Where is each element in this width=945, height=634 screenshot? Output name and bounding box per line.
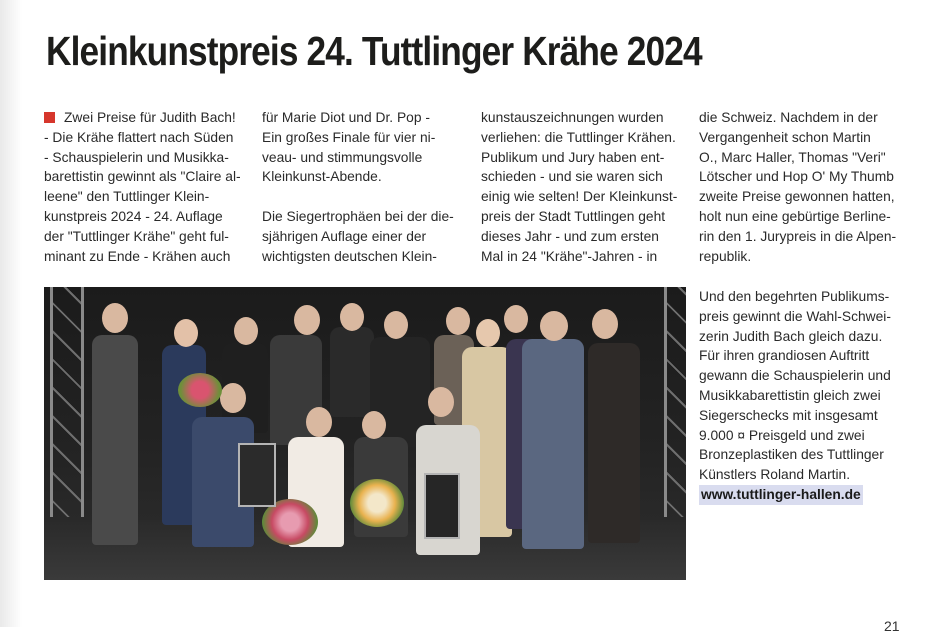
text-line: Siegerschecks mit insgesamt	[699, 407, 878, 423]
person-head	[340, 303, 364, 331]
text-column-2	[262, 108, 458, 266]
red-square-icon	[44, 112, 55, 123]
text-line: schieden - und sie waren sich	[481, 169, 663, 185]
text-line: Mal in 24 "Krähe"-Jahren - in	[481, 248, 658, 264]
text-line: kunstpreis 2024 - 24. Auflage	[44, 208, 223, 224]
group-photo	[44, 287, 686, 580]
text-line: - Schauspielerin und Musikka-	[44, 149, 229, 165]
person-head	[504, 305, 528, 333]
person-head	[306, 407, 332, 437]
person-head	[102, 303, 128, 333]
person-head	[446, 307, 470, 335]
poster	[424, 473, 460, 539]
person-figure	[588, 343, 640, 543]
page-number: 21	[884, 618, 900, 634]
flower-bouquet	[350, 479, 404, 527]
person-head	[592, 309, 618, 339]
text-line: minant zu Ende - Krähen auch	[44, 248, 231, 264]
text-line: kunstauszeichnungen wurden	[481, 110, 664, 125]
text-line: Kleinkunst-Abende.	[262, 169, 382, 185]
text-line: 9.000 ¤ Preisgeld und zwei	[699, 427, 865, 443]
page-edge-shadow	[0, 0, 22, 627]
text-line: Und den begehrten Publikums-	[699, 289, 890, 304]
person-head	[234, 317, 258, 345]
text-line: Künstlers Roland Martin.	[699, 467, 851, 483]
text-column-3	[481, 108, 677, 266]
text-line: zweite Preise gewonnen hatten,	[699, 189, 895, 205]
text-line: Publikum und Jury haben ent-	[481, 149, 665, 165]
text-line: die Schweiz. Nachdem in der	[699, 110, 878, 125]
text-line: Ein großes Finale für vier ni-	[262, 129, 436, 145]
text-line: der "Tuttlinger Krähe" geht ful-	[44, 228, 229, 244]
text-line: barettistin gewinnt als "Claire al-	[44, 169, 241, 185]
text-line: einig wie selten! Der Kleinkunst-	[481, 189, 678, 205]
person-head	[362, 411, 386, 439]
text-line: für Marie Diot und Dr. Pop -	[262, 110, 430, 125]
text-line: Die Siegertrophäen bei der die-	[262, 208, 454, 224]
text-line: Lötscher und Hop O' My Thumb	[699, 169, 894, 185]
text-line: Für ihren grandiosen Auftritt	[699, 348, 870, 364]
text-line: Musikkabarettistin gleich zwei	[699, 387, 881, 403]
person-head	[220, 383, 246, 413]
text-line: dieses Jahr - und zum ersten	[481, 228, 659, 244]
person-head	[384, 311, 408, 339]
website-link[interactable]: www.tuttlinger-hallen.de	[699, 485, 863, 505]
poster	[238, 443, 276, 507]
text-column-4-lower	[699, 287, 909, 505]
person-head	[174, 319, 198, 347]
text-line: holt nun eine gebürtige Berline-	[699, 208, 891, 224]
text-line: leene" den Tuttlinger Klein-	[44, 189, 210, 205]
text-line: gewann die Schauspielerin und	[699, 368, 891, 384]
person-head	[428, 387, 454, 417]
text-line: zerin Judith Bach gleich dazu.	[699, 328, 883, 344]
person-figure	[522, 339, 584, 549]
person-head	[540, 311, 568, 341]
text-line: veau- und stimmungsvolle	[262, 149, 423, 165]
text-line: verliehen: die Tuttlinger Krähen.	[481, 129, 676, 145]
text-line: rin den 1. Jurypreis in die Alpen-	[699, 228, 897, 244]
person-figure	[92, 335, 138, 545]
stage-truss-left	[50, 287, 84, 517]
stage-truss-right	[664, 287, 686, 517]
text-line: republik.	[699, 248, 752, 264]
text-line: Vergangenheit schon Martin	[699, 129, 871, 145]
text-line: preis der Stadt Tuttlingen geht	[481, 208, 666, 224]
article-headline: Kleinkunstpreis 24. Tuttlinger Krähe 2024	[46, 28, 702, 74]
person-head	[476, 319, 500, 347]
text-line: wichtigsten deutschen Klein-	[262, 248, 437, 264]
text-line: sjährigen Auflage einer der	[262, 228, 427, 244]
person-figure	[330, 327, 374, 417]
text-column-1	[44, 108, 240, 266]
text-column-4	[699, 108, 895, 266]
text-line: preis gewinnt die Wahl-Schwei-	[699, 308, 891, 324]
lead-line: Zwei Preise für Judith Bach!	[44, 108, 240, 128]
text-line: Bronzeplastiken des Tuttlinger	[699, 447, 884, 463]
person-head	[294, 305, 320, 335]
flower-bouquet	[178, 373, 222, 407]
text-line: - Die Krähe flattert nach Süden	[44, 129, 234, 145]
text-line: O., Marc Haller, Thomas "Veri"	[699, 149, 886, 165]
